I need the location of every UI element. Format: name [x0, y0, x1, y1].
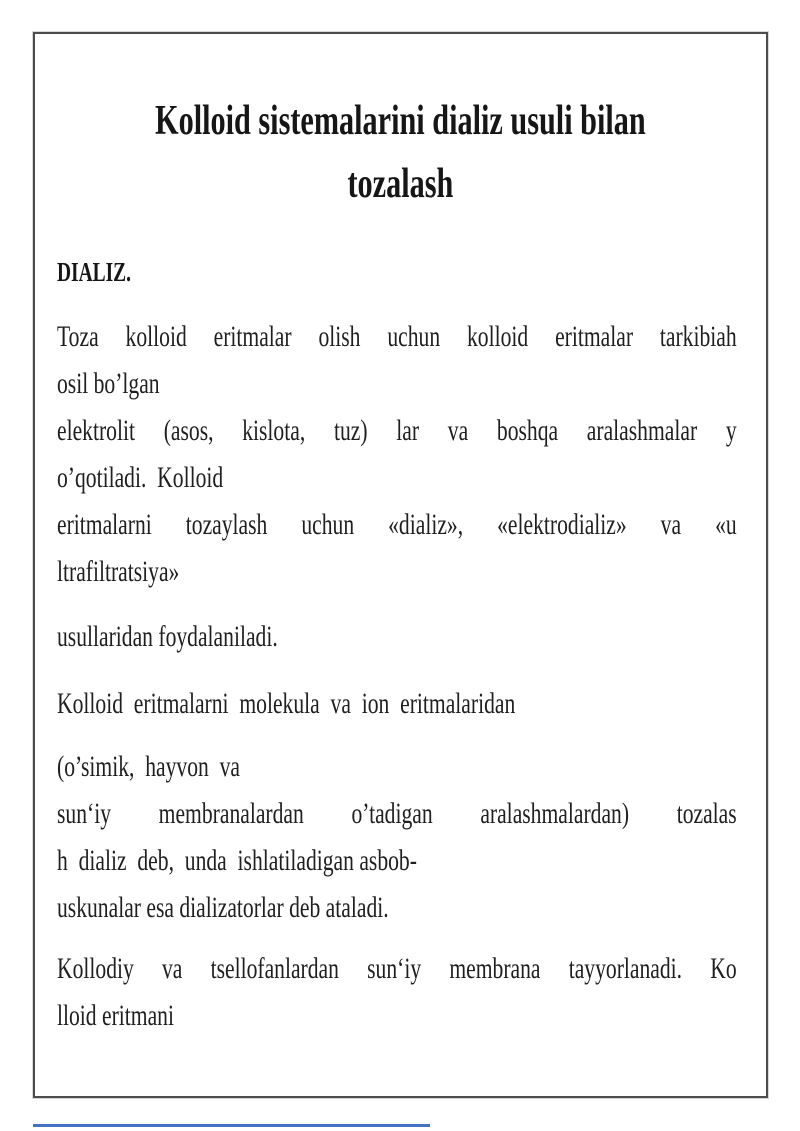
- text-line: uskunalar esa dializatorlar deb ataladi.: [57, 891, 389, 924]
- title-line-2: tozalash: [347, 161, 454, 207]
- blue-underline-rule: [33, 1124, 430, 1127]
- text-line: (o’simik, hayvon va: [57, 750, 240, 783]
- text-line: osil bo’lgan: [57, 367, 160, 400]
- title-line-1: Kolloid sistemalarini dializ usuli bilan: [155, 98, 646, 144]
- document-title: [35, 90, 766, 216]
- text-line: elektrolit (asos, kislota, tuz) lar va boshqa aralashmalar y: [57, 414, 737, 447]
- text-line: o’qotiladi. Kolloid: [57, 461, 224, 494]
- text-line: usullaridan foydalaniladi.: [57, 620, 278, 653]
- paragraph-2: [57, 613, 766, 660]
- paragraph-3: [57, 680, 766, 727]
- text-line: Kollodiy va tsellofanlardan sun‘iy membrana tayyorlanadi. Ko: [57, 952, 737, 985]
- text-line: h dializ deb, unda ishlatiladigan asbob-: [57, 844, 417, 877]
- paragraph-4: [57, 743, 766, 931]
- text-line: lloid eritmani: [57, 999, 174, 1032]
- text-line: eritmalarni tozaylash uchun «dializ», «elektrodializ» va «u: [57, 508, 737, 541]
- text-line: ltrafiltratsiya»: [57, 555, 180, 588]
- paragraph-1: [57, 313, 766, 595]
- section-heading: DIALIZ.: [57, 257, 132, 287]
- document-page: [33, 32, 768, 1098]
- text-line: Toza kolloid eritmalar olish uchun kolloid eritmalar tarkibiah: [57, 320, 737, 353]
- text-line: Kolloid eritmalarni molekula va ion eritmalaridan: [57, 687, 516, 720]
- text-line: sun‘iy membranalardan o’tadigan aralashmalardan) tozalas: [57, 797, 737, 830]
- paragraph-5: [57, 945, 766, 1039]
